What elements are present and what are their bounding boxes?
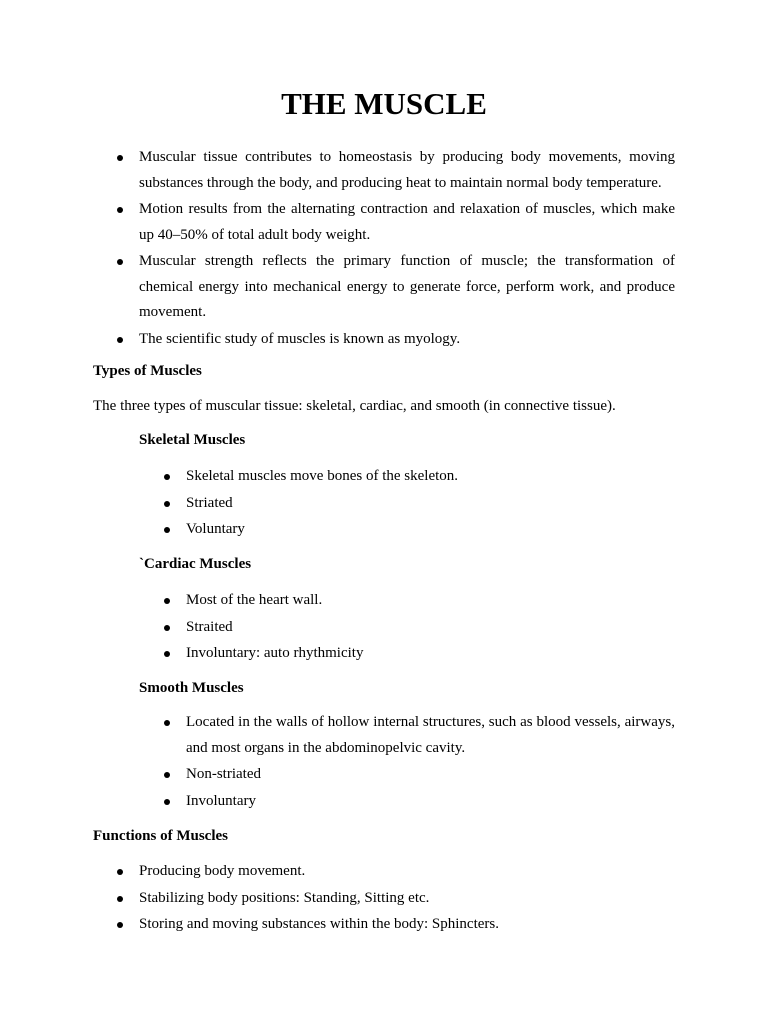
- list-item: Muscular strength reflects the primary function of muscle; the transformation of chemical energy into mechanical energy to generate force, perform work, and produce movement.: [139, 249, 675, 326]
- list-item: Stabilizing body positions: Standing, Sitting etc.: [139, 886, 675, 912]
- list-item: Voluntary: [186, 517, 675, 543]
- skeletal-list: [186, 464, 675, 544]
- page-title: THE MUSCLE: [281, 86, 487, 121]
- smooth-list: [186, 710, 675, 815]
- list-item: Involuntary: auto rhythmicity: [186, 641, 675, 667]
- list-item: Located in the walls of hollow internal structures, such as blood vessels, airways, and most organs in the abdominopelvic cavity.: [186, 710, 675, 761]
- skeletal-heading: Skeletal Muscles: [139, 432, 246, 448]
- list-item: Muscular tissue contributes to homeostasis by producing body movements, moving substances through the body, and producing heat to maintain normal body temperature.: [139, 145, 675, 196]
- types-intro: The three types of muscular tissue: skeletal, cardiac, and smooth (in connective tissue).: [93, 398, 616, 414]
- cardiac-list: [186, 588, 675, 668]
- list-item: The scientific study of muscles is known as myology.: [139, 327, 675, 353]
- list-item: Storing and moving substances within the body: Sphincters.: [139, 912, 675, 938]
- types-heading: Types of Muscles: [93, 363, 202, 379]
- list-item: Motion results from the alternating contraction and relaxation of muscles, which make up 40–50% of total adult body weight.: [139, 197, 675, 248]
- list-item: Involuntary: [186, 789, 675, 815]
- cardiac-heading: `Cardiac Muscles: [139, 556, 252, 572]
- list-item: Striated: [186, 491, 675, 517]
- list-item: Straited: [186, 615, 675, 641]
- list-item: Most of the heart wall.: [186, 588, 675, 614]
- functions-heading: Functions of Muscles: [93, 828, 228, 844]
- intro-bullet-list: [139, 145, 675, 353]
- list-item: Non-striated: [186, 762, 675, 788]
- functions-list: [139, 859, 675, 939]
- list-item: Producing body movement.: [139, 859, 675, 885]
- list-item: Skeletal muscles move bones of the skeleton.: [186, 464, 675, 490]
- smooth-heading: Smooth Muscles: [139, 680, 244, 696]
